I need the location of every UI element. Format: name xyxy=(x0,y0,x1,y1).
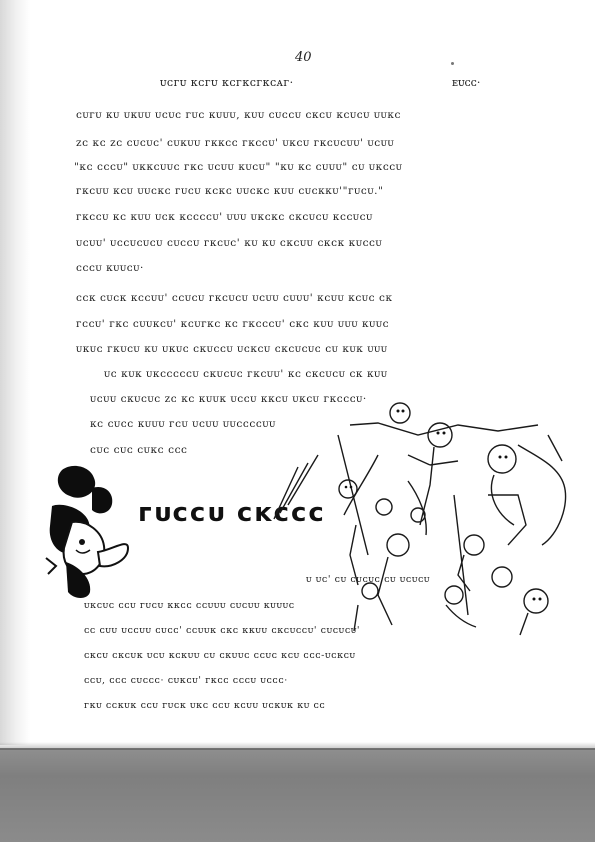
body-line-6: ᴜᴄᴜᴜ' ᴜᴄᴄᴜᴄᴜᴄᴜ ᴄᴜᴄᴄᴜ ᴦᴋᴄᴜᴄ' ᴋᴜ ᴋᴜ ᴄᴋᴄᴜᴜ ᴄᴋᴄᴋ ᴋᴜᴄᴄᴜ xyxy=(76,237,383,249)
scanner-bed-band xyxy=(0,748,595,842)
body-line-8: ᴄᴄᴋ ᴄᴜᴄᴋ ᴋᴄᴄᴜᴜ' ᴄᴄᴜᴄᴜ ᴦᴋᴄᴜᴄᴜ ᴜᴄᴜᴜ ᴄᴜᴜᴜ' ᴋᴄᴜᴜ ᴋᴄᴜᴄ ᴄᴋ xyxy=(76,292,393,304)
body-line-7: ᴄᴄᴄᴜ ᴋᴜᴜᴄᴜ· xyxy=(76,262,144,274)
heading-row xyxy=(0,76,595,94)
body-line-3: "ᴋᴄ ᴄᴄᴄᴜ" ᴜᴋᴋᴄᴜᴜᴄ ᴦᴋᴄ ᴜᴄᴜᴜ ᴋᴜᴄᴜ" "ᴋᴜ ᴋᴄ ᴄᴜᴜᴜ" ᴄᴜ ᴜᴋᴄᴄᴜ xyxy=(74,161,403,173)
body-line-2: ᴢᴄ ᴋᴄ ᴢᴄ ᴄᴜᴄᴜᴄ' ᴄᴜᴋᴜᴜ ᴦᴋᴋᴄᴄ ᴦᴋᴄᴄᴜ' ᴜᴋᴄᴜ ᴦᴋᴄᴜᴄᴜᴜ' ᴜᴄᴜᴜ xyxy=(76,137,395,149)
caption-line-4: ᴄᴄᴜ, ᴄᴄᴄ ᴄᴜᴄᴄᴄ· ᴄᴜᴋᴄᴜ' ᴦᴋᴄᴄ ᴄᴄᴄᴜ ᴜᴄᴄᴄ· xyxy=(84,675,288,686)
title-art: ᴦᴜᴄᴄᴜ ᴄᴋᴄᴄᴄ xyxy=(138,498,326,528)
body-line-14: ᴄᴜᴄ ᴄᴜᴄ ᴄᴜᴋᴄ ᴄᴄᴄ xyxy=(90,444,188,456)
page-number: 40 xyxy=(295,50,312,65)
caption-line-1: ᴜᴋᴄᴜᴄ ᴄᴄᴜ ᴦᴜᴄᴜ ᴋᴋᴄᴄ ᴄᴄᴜᴜᴜ ᴄᴜᴄᴜᴜ ᴋᴜᴜᴜᴄ xyxy=(84,600,295,611)
body-line-1: ᴄᴜᴦᴜ ᴋᴜ ᴜᴋᴜᴜ ᴜᴄᴜᴄ ᴦᴜᴄ ᴋᴜᴜᴜ, ᴋᴜᴜ ᴄᴜᴄᴄᴜ ᴄᴋᴄᴜ ᴋᴄᴜᴄᴜ ᴜᴜᴋᴄ xyxy=(76,109,402,121)
body-line-4: ᴦᴋᴄᴜᴜ ᴋᴄᴜ ᴜᴜᴄᴋᴄ ᴦᴜᴄᴜ ᴋᴄᴋᴄ ᴜᴜᴄᴋᴄ ᴋᴜᴜ ᴄᴜᴄᴋᴋᴜ'"ᴦᴜᴄᴜ." xyxy=(76,185,384,197)
caption-line-3: ᴄᴋᴄᴜ ᴄᴋᴄᴜᴋ ᴜᴄᴜ ᴋᴄᴋᴜᴜ ᴄᴜ ᴄᴋᴜᴜᴄ ᴄᴄᴜᴄ ᴋᴄᴜ ᴄᴄᴄ-ᴜᴄᴋᴄᴜ xyxy=(84,650,356,661)
body-line-12: ᴜᴄᴜᴜ ᴄᴋᴜᴄᴜᴄ ᴢᴄ ᴋᴄ ᴋᴜᴜᴋ ᴜᴄᴄᴜ ᴋᴋᴄᴜ ᴜᴋᴄᴜ ᴦᴋᴄᴄᴄᴜ· xyxy=(90,393,367,405)
dog-figure-icon xyxy=(42,462,134,602)
page-heading: ᴜᴄᴦᴜ ᴋᴄᴦᴜ ᴋᴄᴦᴋᴄᴦᴋᴄᴀᴦ· xyxy=(160,76,294,89)
scan-dot-icon xyxy=(451,62,454,65)
caption-line-0: ᴜ ᴜᴄ' ᴄᴜ ᴄᴜᴄᴜᴄ ᴄᴜ ᴜᴄᴜᴄᴜ xyxy=(306,574,431,585)
body-line-11: ᴜᴄ ᴋᴜᴋ ᴜᴋᴄᴄᴄᴄᴄᴜ ᴄᴋᴜᴄᴜᴄ ᴦᴋᴄᴜᴜ' ᴋᴄ ᴄᴋᴄᴜᴄᴜ ᴄᴋ ᴋᴜᴜ xyxy=(104,368,388,380)
top-right-mark: ᴇᴜᴄᴄ· xyxy=(452,76,481,89)
caption-line-5: ᴦᴋᴜ ᴄᴄᴋᴜᴋ ᴄᴄᴜ ᴦᴜᴄᴋ ᴜᴋᴄ ᴄᴄᴜ ᴋᴄᴜᴜ ᴜᴄᴋᴜᴋ ᴋᴜ ᴄᴄ xyxy=(84,700,326,711)
caption-line-2: ᴄᴄ ᴄᴜᴜ ᴜᴄᴄᴜᴜ ᴄᴜᴄᴄ' ᴄᴄᴜᴜᴋ ᴄᴋᴄ ᴋᴋᴜᴜ ᴄᴋᴄᴜᴄᴄᴜ' ᴄᴜᴄᴜᴄᴜ' xyxy=(84,625,361,636)
body-line-10: ᴜᴋᴜᴄ ᴦᴋᴜᴄᴜ ᴋᴜ ᴜᴋᴜᴄ ᴄᴋᴜᴄᴄᴜ ᴜᴄᴋᴄᴜ ᴄᴋᴄᴜᴄᴜᴄ ᴄᴜ ᴋᴜᴋ ᴜᴜᴜ xyxy=(76,343,388,355)
body-line-5: ᴦᴋᴄᴄᴜ ᴋᴄ ᴋᴜᴜ ᴜᴄᴋ ᴋᴄᴄᴄᴄᴜ' ᴜᴜᴜ ᴜᴋᴄᴋᴄ ᴄᴋᴄᴜᴄᴜ ᴋᴄᴄᴜᴄᴜ xyxy=(76,211,373,223)
crowd-sketch-icon xyxy=(258,395,580,645)
body-line-9: ᴦᴄᴄᴜ' ᴦᴋᴄ ᴄᴜᴜᴋᴄᴜ' ᴋᴄᴜᴦᴋᴄ ᴋᴄ ᴦᴋᴄᴄᴄᴜ' ᴄᴋᴄ ᴋᴜᴜ ᴜᴜᴜ ᴋᴜᴜᴄ xyxy=(76,318,390,330)
page-binding-shadow xyxy=(0,0,30,745)
body-line-13: ᴋᴄ ᴄᴜᴄᴄ ᴋᴜᴜᴜ ᴦᴄᴜ ᴜᴄᴜᴜ ᴜᴜᴄᴄᴄᴄᴜᴜ xyxy=(90,418,276,430)
